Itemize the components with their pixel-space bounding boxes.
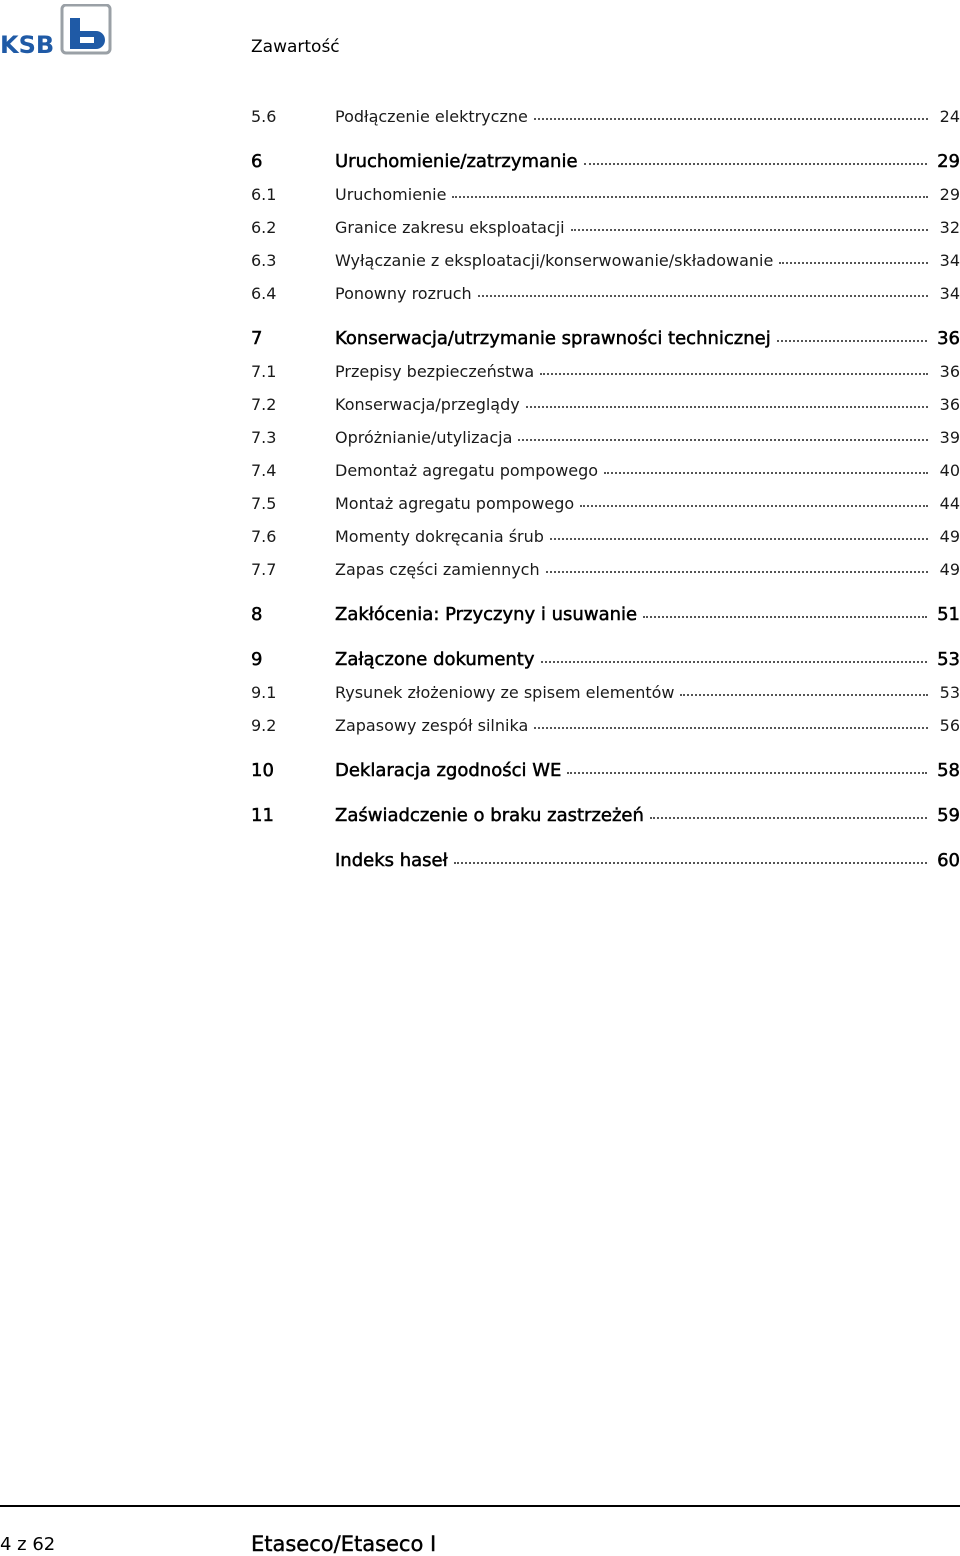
toc-entry[interactable] (251, 553, 960, 586)
toc-entry-title: Momenty dokręcania śrub (335, 527, 544, 546)
toc-entry-title: Montaż agregatu pompowego (335, 494, 575, 513)
toc-dot-leader (540, 372, 928, 375)
toc-entry[interactable] (251, 355, 960, 388)
toc-entry-page: 40 (939, 461, 960, 480)
toc-entry-number: 9 (251, 649, 263, 670)
toc-entry[interactable] (251, 799, 960, 832)
toc-entry-title: Konserwacja/przeglądy (335, 395, 520, 414)
toc-entry[interactable] (251, 709, 960, 742)
toc-entry-title: Granice zakresu eksploatacji (335, 218, 565, 237)
toc-entry[interactable] (251, 487, 960, 520)
toc-entry-page: 29 (939, 185, 960, 204)
toc-entry[interactable] (251, 643, 960, 676)
toc-entry[interactable] (251, 244, 960, 277)
toc-entry-title: Uruchomienie (335, 185, 447, 204)
toc-entry-page: 49 (939, 560, 960, 579)
toc-entry-page: 53 (939, 683, 960, 702)
toc-dot-leader (534, 117, 928, 120)
toc-dot-leader (779, 261, 928, 264)
toc-entry-title: Zapas części zamiennych (335, 560, 540, 579)
toc-entry-number: 9.1 (251, 683, 277, 702)
toc-entry-number: 7.2 (251, 395, 277, 414)
toc-entry-title: Wyłączanie z eksploatacji/konserwowanie/składowanie (335, 251, 774, 270)
toc-dot-leader (452, 195, 928, 198)
toc-dot-leader (777, 339, 927, 342)
toc-entry-number: 6 (251, 151, 263, 172)
toc-entry-page: 36 (939, 362, 960, 381)
toc-entry-page: 39 (939, 428, 960, 447)
toc-entry-title: Podłączenie elektryczne (335, 107, 528, 126)
toc-entry-page: 58 (937, 760, 960, 781)
toc-entry[interactable] (251, 322, 960, 355)
toc-entry[interactable] (251, 844, 960, 877)
toc-entry[interactable] (251, 520, 960, 553)
toc-dot-leader (643, 615, 927, 618)
section-title: Zawartość (251, 37, 340, 57)
toc-dot-leader (584, 162, 928, 165)
toc-entry-page: 36 (937, 328, 960, 349)
toc-entry-page: 53 (937, 649, 960, 670)
toc-entry-title: Uruchomienie/zatrzymanie (335, 151, 578, 172)
toc-dot-leader (518, 438, 928, 441)
toc-dot-leader (550, 537, 928, 540)
toc-entry[interactable] (251, 676, 960, 709)
toc-dot-leader (526, 405, 928, 408)
toc-entry-title: Zaświadczenie o braku zastrzeżeń (335, 805, 644, 826)
toc-entry-number: 7.1 (251, 362, 277, 381)
toc-entry[interactable] (251, 145, 960, 178)
toc-entry[interactable] (251, 100, 960, 133)
toc-entry-title: Przepisy bezpieczeństwa (335, 362, 535, 381)
toc-entry-title: Konserwacja/utrzymanie sprawności technicznej (335, 328, 771, 349)
toc-entry-number: 9.2 (251, 716, 277, 735)
toc-entry-number: 7.5 (251, 494, 277, 513)
toc-entry[interactable] (251, 454, 960, 487)
logo-text: KSB (0, 31, 55, 56)
toc-entry-title: Rysunek złożeniowy ze spisem elementów (335, 683, 675, 702)
toc-entry-title: Ponowny rozruch (335, 284, 472, 303)
toc-entry-number: 7.3 (251, 428, 277, 447)
toc-entry-page: 59 (937, 805, 960, 826)
ksb-logo (0, 4, 116, 56)
toc-dot-leader (680, 693, 928, 696)
toc-entry-number: 6.1 (251, 185, 277, 204)
toc-entry[interactable] (251, 178, 960, 211)
toc-entry-page: 36 (939, 395, 960, 414)
toc-entry-page: 56 (939, 716, 960, 735)
table-of-contents (251, 100, 960, 877)
toc-entry-page: 29 (937, 151, 960, 172)
toc-entry-number: 6.3 (251, 251, 277, 270)
toc-dot-leader (604, 471, 928, 474)
toc-entry[interactable] (251, 754, 960, 787)
toc-dot-leader (650, 816, 927, 819)
toc-entry-number: 7.6 (251, 527, 277, 546)
toc-entry-title: Demontaż agregatu pompowego (335, 461, 599, 480)
toc-entry-title: Zapasowy zespół silnika (335, 716, 529, 735)
toc-entry-title: Załączone dokumenty (335, 649, 535, 670)
toc-entry-page: 51 (937, 604, 960, 625)
toc-dot-leader (580, 504, 928, 507)
toc-entry[interactable] (251, 277, 960, 310)
toc-entry[interactable] (251, 421, 960, 454)
toc-entry-title: Opróżnianie/utylizacja (335, 428, 513, 447)
toc-entry-page: 44 (939, 494, 960, 513)
toc-entry-number: 10 (251, 760, 274, 781)
toc-entry-page: 24 (939, 107, 960, 126)
toc-entry-page: 32 (939, 218, 960, 237)
toc-entry-number: 6.2 (251, 218, 277, 237)
toc-entry-title: Deklaracja zgodności WE (335, 760, 562, 781)
toc-entry-number: 5.6 (251, 107, 277, 126)
toc-dot-leader (454, 861, 927, 864)
toc-dot-leader (541, 660, 928, 663)
toc-entry-number: 7.4 (251, 461, 277, 480)
toc-entry[interactable] (251, 211, 960, 244)
toc-entry-number: 7.7 (251, 560, 277, 579)
toc-dot-leader (478, 294, 928, 297)
toc-entry-page: 34 (939, 284, 960, 303)
toc-entry-page: 60 (937, 850, 960, 871)
toc-entry-number: 11 (251, 805, 274, 826)
toc-dot-leader (534, 726, 928, 729)
toc-entry-number: 8 (251, 604, 263, 625)
toc-entry-number: 7 (251, 328, 263, 349)
footer-divider (0, 1505, 960, 1507)
toc-dot-leader (546, 570, 928, 573)
footer-product-name: Etaseco/Etaseco I (251, 1532, 437, 1556)
toc-entry-title: Indeks haseł (335, 850, 448, 871)
toc-entry[interactable] (251, 598, 960, 631)
footer-page-number: 4 z 62 (0, 1534, 56, 1555)
toc-entry-page: 34 (939, 251, 960, 270)
toc-entry-title: Zakłócenia: Przyczyny i usuwanie (335, 604, 638, 625)
toc-dot-leader (567, 771, 927, 774)
toc-entry[interactable] (251, 388, 960, 421)
toc-entry-number: 6.4 (251, 284, 277, 303)
toc-entry-page: 49 (939, 527, 960, 546)
toc-dot-leader (571, 228, 928, 231)
